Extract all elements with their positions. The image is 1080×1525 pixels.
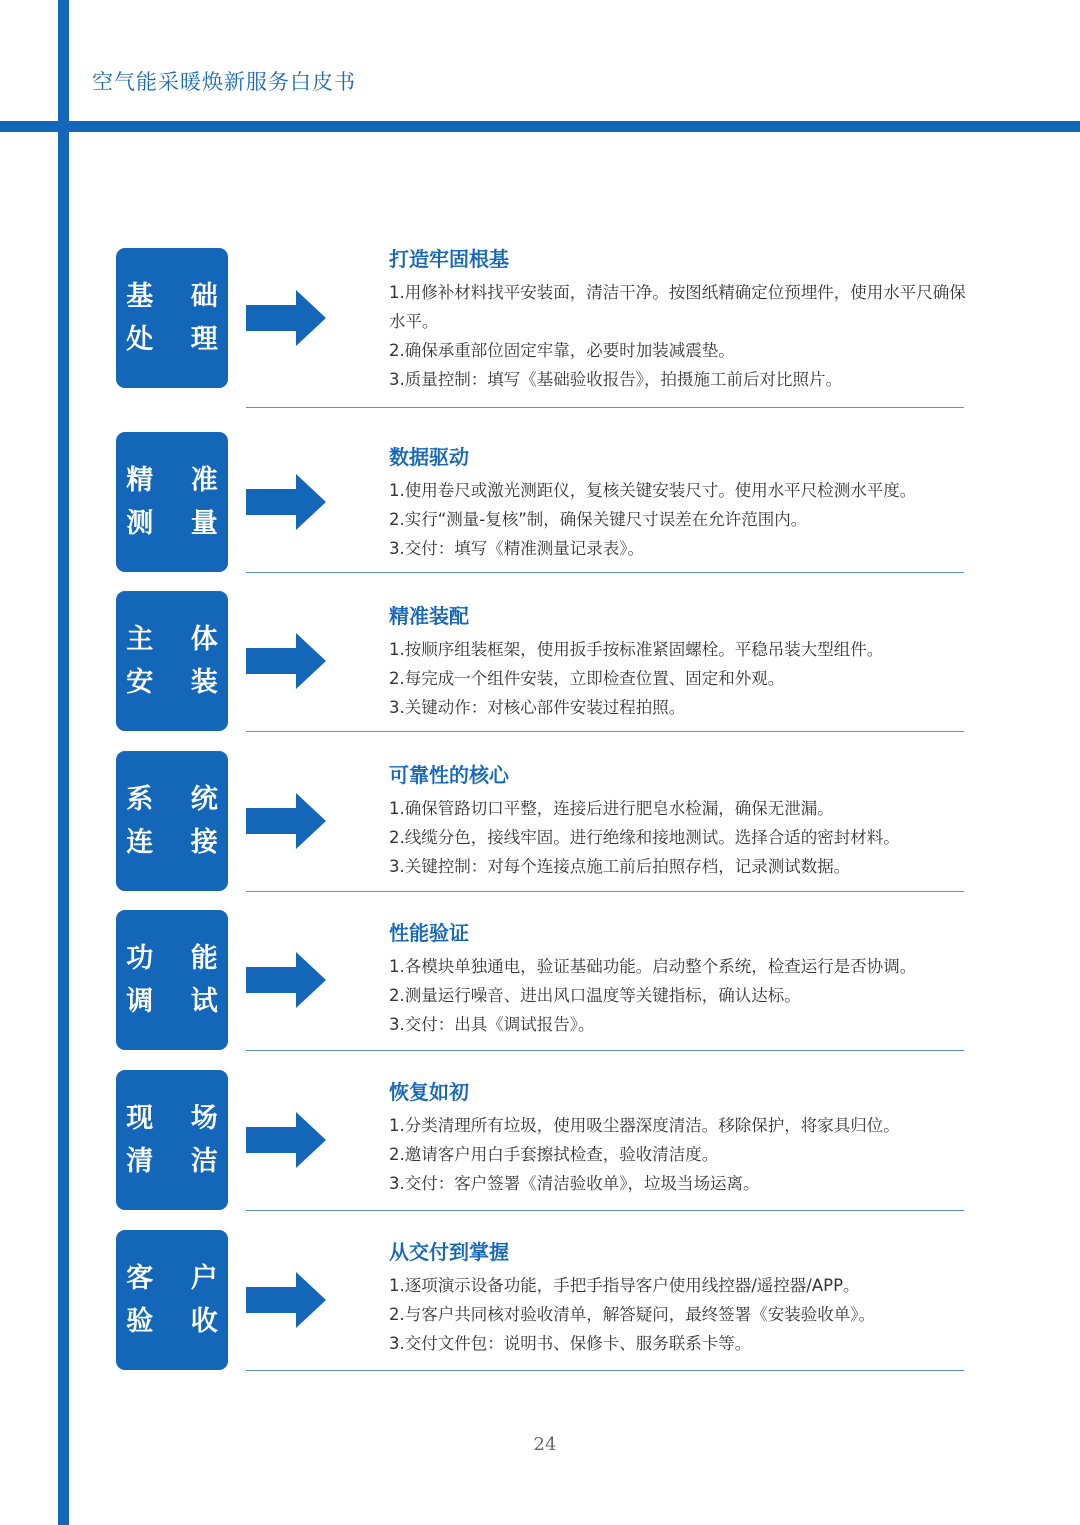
step-badge-line2: 调 试 <box>126 986 232 1017</box>
step-badge-line2: 处 理 <box>126 324 232 355</box>
step-item: 3.关键控制：对每个连接点施工前后拍照存档，记录测试数据。 <box>389 857 851 876</box>
step-content <box>389 1237 969 1358</box>
step-item: 2.线缆分色，接线牢固。进行绝缘和接地测试。选择合适的密封材料。 <box>389 828 900 847</box>
section-divider <box>246 1210 964 1211</box>
right-arrow-icon <box>246 290 326 346</box>
step-badge-line2: 连 接 <box>126 827 232 858</box>
step-badge-line1: 客 户 <box>126 1263 232 1294</box>
right-arrow-icon <box>246 1272 326 1328</box>
step-item: 3.质量控制：填写《基础验收报告》，拍摄施工前后对比照片。 <box>389 370 842 389</box>
step-badge-measurement <box>116 432 232 572</box>
step-content <box>389 442 969 563</box>
step-item: 3.交付：出具《调试报告》。 <box>389 1015 595 1034</box>
step-item: 3.交付文件包：说明书、保修卡、服务联系卡等。 <box>389 1334 752 1353</box>
step-item: 2.实行“测量-复核”制，确保关键尺寸误差在允许范围内。 <box>389 510 808 529</box>
step-badge-line2: 验 收 <box>126 1306 232 1337</box>
step-item: 1.用修补材料找平安装面，清洁干净。按图纸精确定位预埋件，使用水平尺确保水平。 <box>389 283 966 331</box>
step-badge-line1: 系 统 <box>126 784 232 815</box>
step-item: 3.交付：填写《精准测量记录表》。 <box>389 539 644 558</box>
step-heading: 性能验证 <box>389 921 469 945</box>
step-heading: 数据驱动 <box>389 445 469 469</box>
page-number: 24 <box>533 1434 557 1455</box>
step-heading: 打造牢固根基 <box>389 247 509 271</box>
step-content <box>389 601 969 722</box>
step-badge-line1: 基 础 <box>126 281 232 312</box>
step-badge-installation <box>116 591 232 731</box>
step-heading: 从交付到掌握 <box>389 1240 509 1264</box>
step-heading: 精准装配 <box>389 604 469 628</box>
step-item: 3.关键动作：对核心部件安装过程拍照。 <box>389 698 686 717</box>
section-divider <box>246 1370 964 1371</box>
step-badge-line1: 功 能 <box>126 943 232 974</box>
step-badge-line1: 主 体 <box>126 624 232 655</box>
step-item: 2.与客户共同核对验收清单，解答疑问，最终签署《安装验收单》。 <box>389 1305 875 1324</box>
step-item: 2.邀请客户用白手套擦拭检查，验收清洁度。 <box>389 1145 719 1164</box>
step-item: 2.测量运行噪音、进出风口温度等关键指标，确认达标。 <box>389 986 801 1005</box>
step-badge-commissioning <box>116 910 232 1050</box>
step-badge-connection <box>116 751 232 891</box>
right-arrow-icon <box>246 633 326 689</box>
step-badge-acceptance <box>116 1230 232 1370</box>
step-item: 3.交付：客户签署《清洁验收单》，垃圾当场运离。 <box>389 1174 760 1193</box>
document-title: 空气能采暖焕新服务白皮书 <box>92 70 356 94</box>
right-arrow-icon <box>246 1112 326 1168</box>
step-item: 1.分类清理所有垃圾，使用吸尘器深度清洁。移除保护，将家具归位。 <box>389 1116 900 1135</box>
right-arrow-icon <box>246 793 326 849</box>
step-item: 1.确保管路切口平整，连接后进行肥皂水检漏，确保无泄漏。 <box>389 799 834 818</box>
step-content <box>389 244 969 394</box>
step-badge-line2: 安 装 <box>126 667 232 698</box>
step-content <box>389 760 969 881</box>
step-item: 1.各模块单独通电，验证基础功能。启动整个系统，检查运行是否协调。 <box>389 957 917 976</box>
step-badge-line2: 清 洁 <box>126 1146 232 1177</box>
step-item: 2.确保承重部位固定牢靠，必要时加装减震垫。 <box>389 341 735 360</box>
section-divider <box>246 731 964 732</box>
step-badge-foundation <box>116 248 232 388</box>
step-badge-line1: 现 场 <box>126 1103 232 1134</box>
step-content <box>389 918 969 1039</box>
step-badge-cleaning <box>116 1070 232 1210</box>
step-item: 2.每完成一个组件安装，立即检查位置、固定和外观。 <box>389 669 785 688</box>
section-divider <box>246 572 964 573</box>
step-badge-line1: 精 准 <box>126 465 232 496</box>
step-item: 1.逐项演示设备功能，手把手指导客户使用线控器/遥控器/APP。 <box>389 1276 860 1295</box>
section-divider <box>246 407 964 408</box>
header-accent-bar <box>0 121 1080 132</box>
left-accent-bar <box>58 0 69 1525</box>
step-item: 1.按顺序组装框架，使用扳手按标准紧固螺栓。平稳吊装大型组件。 <box>389 640 884 659</box>
section-divider <box>246 1050 964 1051</box>
step-heading: 可靠性的核心 <box>389 763 509 787</box>
right-arrow-icon <box>246 952 326 1008</box>
right-arrow-icon <box>246 474 326 530</box>
step-content <box>389 1077 969 1198</box>
step-item: 1.使用卷尺或激光测距仪，复核关键安装尺寸。使用水平尺检测水平度。 <box>389 481 917 500</box>
section-divider <box>246 891 964 892</box>
step-badge-line2: 测 量 <box>126 508 232 539</box>
step-heading: 恢复如初 <box>389 1080 469 1104</box>
